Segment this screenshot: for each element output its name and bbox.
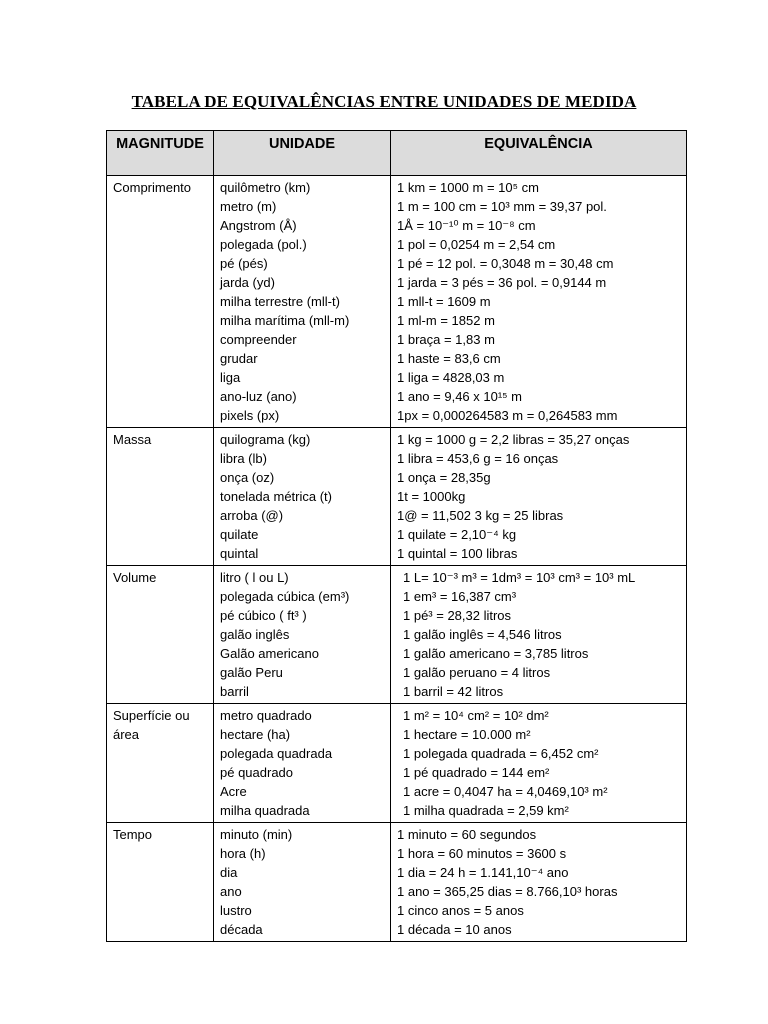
- equivalence-text: 1 m = 100 cm = 10³ mm = 39,37 pol.: [397, 199, 607, 214]
- equivalence-text: 1 mll-t = 1609 m: [397, 294, 491, 309]
- magnitude-label: área: [113, 727, 140, 742]
- unit-name: liga: [220, 370, 241, 385]
- unit-name: milha marítima (mll-m): [220, 313, 350, 328]
- unit-cell: [214, 428, 391, 566]
- header-unit: UNIDADE: [214, 131, 391, 176]
- table-row: [107, 428, 687, 566]
- equivalence-text: 1 haste = 83,6 cm: [397, 351, 501, 366]
- table-row: [107, 823, 687, 942]
- unit-name: quintal: [220, 546, 259, 561]
- unit-name: arroba (@): [220, 508, 284, 523]
- equivalence-text: 1 quilate = 2,10⁻⁴ kg: [397, 527, 517, 542]
- equivalence-text: 1@ = 11,502 3 kg = 25 libras: [397, 508, 564, 523]
- document-title: TABELA DE EQUIVALÊNCIAS ENTRE UNIDADES DE MEDIDA: [131, 92, 637, 111]
- table-row: [107, 704, 687, 823]
- magnitude-label: Tempo: [113, 827, 153, 842]
- unit-name: pé quadrado: [220, 765, 294, 780]
- magnitude-cell: [107, 176, 214, 428]
- equivalence-text: 1 liga = 4828,03 m: [397, 370, 505, 385]
- unit-name: pé cúbico ( ft³ ): [220, 608, 307, 623]
- magnitude-cell: [107, 823, 214, 942]
- unit-name: metro (m): [220, 199, 277, 214]
- unit-name: metro quadrado: [220, 708, 312, 723]
- table-body: [107, 176, 687, 942]
- equivalence-text: 1px = 0,000264583 m = 0,264583 mm: [397, 408, 618, 423]
- unit-name: quilate: [220, 527, 259, 542]
- magnitude-label: Superfície ou: [113, 708, 190, 723]
- equivalence-text: 1 galão americano = 3,785 litros: [403, 646, 589, 661]
- table-row: [107, 176, 687, 428]
- unit-name: milha terrestre (mll-t): [220, 294, 340, 309]
- equivalence-text: 1 galão inglês = 4,546 litros: [403, 627, 562, 642]
- magnitude-cell: [107, 566, 214, 704]
- equivalence-text: 1 galão peruano = 4 litros: [403, 665, 551, 680]
- unit-name: Acre: [220, 784, 247, 799]
- equivalence-text: 1Å = 10⁻¹⁰ m = 10⁻⁸ cm: [397, 218, 536, 233]
- unit-name: compreender: [220, 332, 297, 347]
- unit-name: polegada quadrada: [220, 746, 333, 761]
- unit-name: polegada (pol.): [220, 237, 307, 252]
- equivalence-text: 1 ml-m = 1852 m: [397, 313, 495, 328]
- equivalence-text: 1 barril = 42 litros: [403, 684, 504, 699]
- unit-name: galão inglês: [220, 627, 290, 642]
- equivalence-text: 1 hectare = 10.000 m²: [403, 727, 531, 742]
- equivalence-text: 1 pé quadrado = 144 em²: [403, 765, 550, 780]
- equivalence-text: 1t = 1000kg: [397, 489, 466, 504]
- unit-name: hectare (ha): [220, 727, 291, 742]
- unit-name: jarda (yd): [220, 275, 275, 290]
- magnitude-label: Massa: [113, 432, 152, 447]
- unit-name: tonelada métrica (t): [220, 489, 332, 504]
- equivalence-text: 1 acre = 0,4047 ha = 4,0469,10³ m²: [403, 784, 608, 799]
- unit-name: pé (pés): [220, 256, 268, 271]
- unit-name: galão Peru: [220, 665, 283, 680]
- equivalence-text: 1 kg = 1000 g = 2,2 libras = 35,27 onças: [397, 432, 630, 447]
- unit-name: milha quadrada: [220, 803, 310, 818]
- equivalence-text: 1 quintal = 100 libras: [397, 546, 518, 561]
- unit-name: polegada cúbica (em³): [220, 589, 350, 604]
- equivalence-text: 1 milha quadrada = 2,59 km²: [403, 803, 569, 818]
- equivalence-text: 1 em³ = 16,387 cm³: [403, 589, 517, 604]
- unit-name: litro ( l ou L): [220, 570, 289, 585]
- unit-name: pixels (px): [220, 408, 280, 423]
- table-header-row: [107, 131, 687, 176]
- unit-name: libra (lb): [220, 451, 267, 466]
- unit-name: quilograma (kg): [220, 432, 311, 447]
- unit-name: barril: [220, 684, 249, 699]
- unit-name: lustro: [220, 903, 252, 918]
- equivalence-text: 1 libra = 453,6 g = 16 onças: [397, 451, 559, 466]
- unit-cell: [214, 176, 391, 428]
- unit-name: hora (h): [220, 846, 266, 861]
- unit-name: ano: [220, 884, 242, 899]
- equivalence-text: 1 ano = 9,46 x 10¹⁵ m: [397, 389, 522, 404]
- unit-cell: [214, 823, 391, 942]
- equivalence-cell: [391, 823, 687, 942]
- equivalence-cell: [391, 428, 687, 566]
- equivalence-text: 1 ano = 365,25 dias = 8.766,10³ horas: [397, 884, 618, 899]
- unit-name: quilômetro (km): [220, 180, 311, 195]
- unit-name: década: [220, 922, 263, 937]
- equivalence-text: 1 m² = 10⁴ cm² = 10² dm²: [403, 708, 549, 723]
- magnitude-label: Comprimento: [113, 180, 192, 195]
- unit-cell: [214, 704, 391, 823]
- equivalence-text: 1 hora = 60 minutos = 3600 s: [397, 846, 567, 861]
- equivalence-text: 1 pé³ = 28,32 litros: [403, 608, 512, 623]
- equivalence-text: 1 cinco anos = 5 anos: [397, 903, 524, 918]
- header-magnitude: MAGNITUDE: [107, 131, 214, 176]
- equivalence-text: 1 minuto = 60 segundos: [397, 827, 537, 842]
- equivalence-text: 1 onça = 28,35g: [397, 470, 491, 485]
- equivalence-text: 1 km = 1000 m = 10⁵ cm: [397, 180, 539, 195]
- magnitude-cell: [107, 704, 214, 823]
- equivalence-text: 1 dia = 24 h = 1.141,10⁻⁴ ano: [397, 865, 569, 880]
- unit-name: dia: [220, 865, 238, 880]
- equivalence-text: 1 década = 10 anos: [397, 922, 512, 937]
- unit-name: Angstrom (Å): [220, 218, 297, 233]
- equivalence-cell: [391, 704, 687, 823]
- unit-name: ano-luz (ano): [220, 389, 297, 404]
- equivalence-text: 1 pol = 0,0254 m = 2,54 cm: [397, 237, 556, 252]
- equivalence-cell: [391, 176, 687, 428]
- unit-name: grudar: [220, 351, 258, 366]
- equivalence-text: 1 L= 10⁻³ m³ = 1dm³ = 10³ cm³ = 10³ mL: [403, 570, 636, 585]
- equivalence-text: 1 braça = 1,83 m: [397, 332, 495, 347]
- magnitude-cell: [107, 428, 214, 566]
- unit-name: minuto (min): [220, 827, 293, 842]
- equivalence-text: 1 jarda = 3 pés = 36 pol. = 0,9144 m: [397, 275, 607, 290]
- unit-name: onça (oz): [220, 470, 275, 485]
- header-equivalence: EQUIVALÊNCIA: [391, 131, 687, 176]
- unit-cell: [214, 566, 391, 704]
- equivalence-text: 1 pé = 12 pol. = 0,3048 m = 30,48 cm: [397, 256, 614, 271]
- table-row: [107, 566, 687, 704]
- equivalence-table: [106, 130, 687, 942]
- magnitude-label: Volume: [113, 570, 157, 585]
- equivalence-text: 1 polegada quadrada = 6,452 cm²: [403, 746, 599, 761]
- unit-name: Galão americano: [220, 646, 319, 661]
- equivalence-cell: [391, 566, 687, 704]
